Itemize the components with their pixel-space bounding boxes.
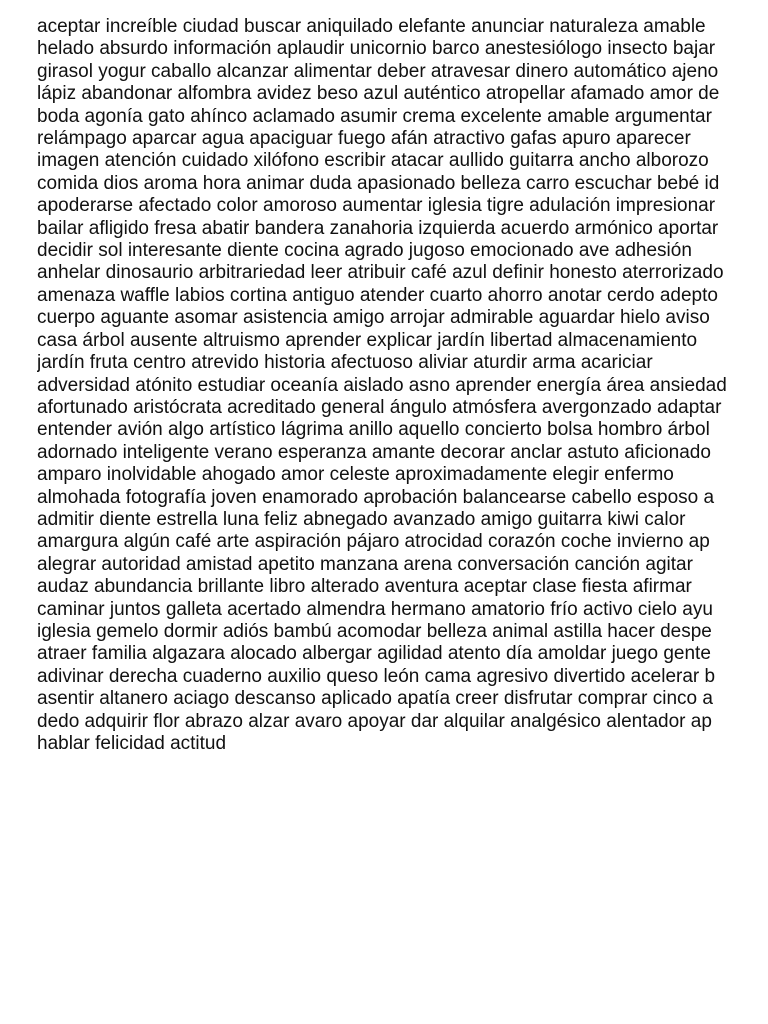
text-line-14: cuerpo aguante asomar asistencia amigo arrojar admirable aguardar hielo aviso [37, 307, 710, 329]
text-line-6: relámpago aparcar agua apaciguar fuego afán atractivo gafas apuro aparecer [37, 128, 691, 150]
text-line-19: entender avión algo artístico lágrima anillo aquello concierto bolsa hombro árbol [37, 419, 710, 441]
text-line-15: casa árbol ausente altruismo aprender explicar jardín libertad almacenamiento [37, 329, 698, 351]
text-line-25: alegrar autoridad amistad apetito manzana arena conversación canción agitar [37, 553, 693, 575]
text-line-4: lápiz abandonar alfombra avidez beso azul auténtico atropellar afamado amor de [37, 83, 720, 105]
document-text-block [37, 16, 768, 755]
text-line-28: iglesia gemelo dormir adiós bambú acomodar belleza animal astilla hacer despe [37, 620, 712, 642]
text-line-12: anhelar dinosaurio arbitrariedad leer atribuir café azul definir honesto aterrorizado [37, 262, 724, 284]
text-line-26: audaz abundancia brillante libro alterado aventura aceptar clase fiesta afirmar [37, 576, 692, 598]
text-line-31: asentir altanero aciago descanso aplicado apatía creer disfrutar comprar cinco a [37, 688, 713, 710]
text-line-24: amargura algún café arte aspiración pájaro atrocidad corazón coche invierno ap [37, 531, 710, 553]
text-line-21: amparo inolvidable ahogado amor celeste aproximadamente elegir enfermo [37, 464, 674, 486]
text-line-20: adornado inteligente verano esperanza amante decorar anclar astuto aficionado [37, 441, 711, 463]
text-line-29: atraer familia algazara alocado albergar agilidad atento día amoldar juego gente [37, 643, 711, 665]
text-line-8: comida dios aroma hora animar duda apasionado belleza carro escuchar bebé id [37, 172, 720, 194]
text-line-9: apoderarse afectado color amoroso aumentar iglesia tigre adulación impresionar [37, 195, 716, 217]
text-line-18: afortunado aristócrata acreditado general ángulo atmósfera avergonzado adaptar [37, 396, 722, 418]
text-line-22: almohada fotografía joven enamorado aprobación balancearse cabello esposo a [37, 486, 715, 508]
text-line-3: girasol yogur caballo alcanzar alimentar deber atravesar dinero automático ajeno [37, 60, 719, 82]
text-line-2: helado absurdo información aplaudir unicornio barco anestesiólogo insecto bajar [37, 38, 716, 60]
text-line-17: adversidad atónito estudiar oceanía aislado asno aprender energía área ansiedad [37, 374, 727, 396]
text-line-33: hablar felicidad actitud [37, 733, 227, 754]
text-line-11: decidir sol interesante diente cocina agrado jugoso emocionado ave adhesión [37, 240, 692, 262]
text-line-23: admitir diente estrella luna feliz abnegado avanzado amigo guitarra kiwi calor [37, 508, 686, 530]
text-line-13: amenaza waffle labios cortina antiguo atender cuarto ahorro anotar cerdo adepto [37, 284, 718, 306]
text-line-1: aceptar increíble ciudad buscar aniquilado elefante anunciar naturaleza amable [37, 16, 706, 37]
text-line-5: boda agonía gato ahínco aclamado asumir crema excelente amable argumentar [37, 105, 712, 127]
text-line-16: jardín fruta centro atrevido historia afectuoso aliviar aturdir arma acariciar [37, 352, 653, 374]
text-line-32: dedo adquirir flor abrazo alzar avaro apoyar dar alquilar analgésico alentador ap [37, 710, 712, 732]
text-line-30: adivinar derecha cuaderno auxilio queso león cama agresivo divertido acelerar b [37, 665, 716, 687]
text-line-10: bailar afligido fresa abatir bandera zanahoria izquierda acuerdo armónico aportar [37, 217, 719, 239]
text-line-7: imagen atención cuidado xilófono escribir atacar aullido guitarra ancho alborozo [37, 150, 709, 172]
text-line-27: caminar juntos galleta acertado almendra hermano amatorio frío activo cielo ayu [37, 598, 713, 620]
